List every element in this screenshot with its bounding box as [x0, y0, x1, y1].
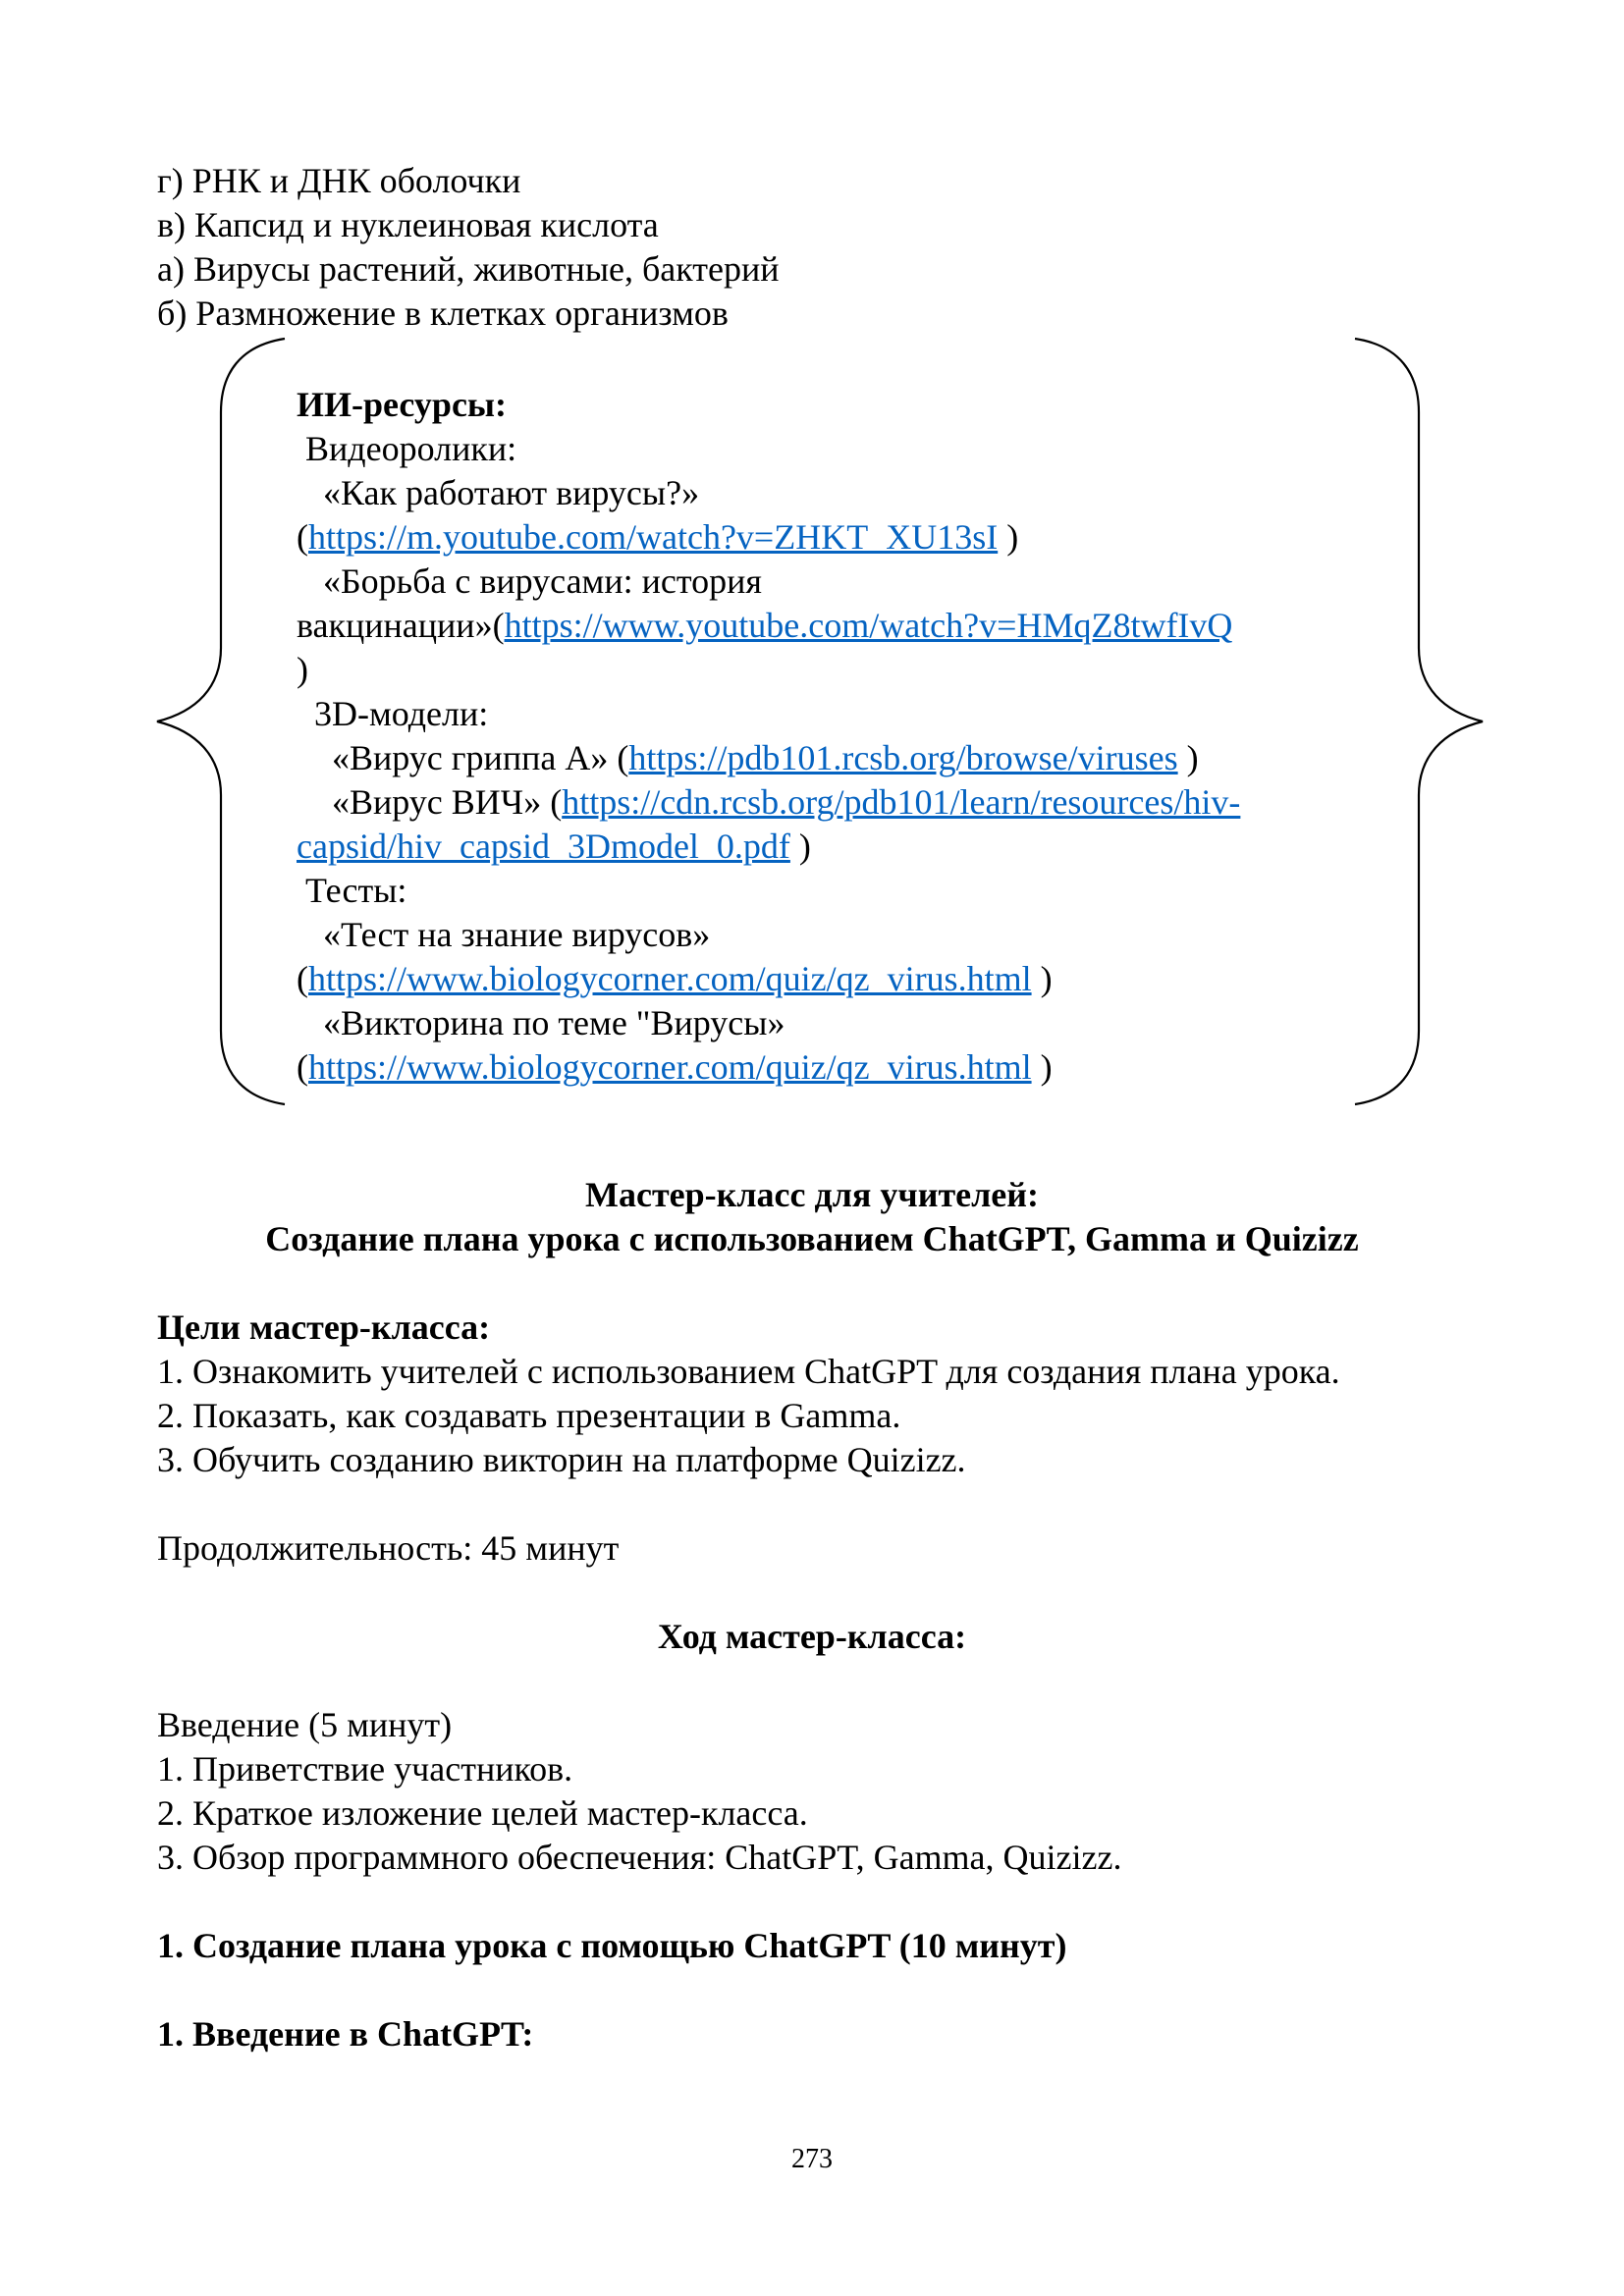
paren-open: (	[297, 1047, 308, 1087]
test1-title: «Тест на знание вирусов»	[297, 915, 711, 954]
paren-close: )	[998, 517, 1019, 557]
test1-link-line	[297, 957, 1053, 1000]
intro-item: 3. Обзор программного обеспечения: ChatGPT, Gamma, Quizizz.	[157, 1838, 1122, 1877]
test2-title: «Викторина по теме "Вирусы»	[297, 1003, 785, 1042]
test2-link[interactable]: https://www.biologycorner.com/quiz/qz_virus.html	[308, 1047, 1032, 1087]
model2-link-part2[interactable]: capsid/hiv_capsid_3Dmodel_0.pdf	[297, 827, 790, 866]
goals-title: Цели мастер-класса:	[157, 1308, 491, 1347]
model2-title: «Вирус ВИЧ» (	[297, 782, 563, 822]
goal-item: 1. Ознакомить учителей с использованием ChatGPT для создания плана урока.	[157, 1352, 1340, 1391]
video2-prefix: вакцинации»(	[297, 606, 505, 645]
goal-item: 3. Обучить созданию викторин на платформе Quizizz.	[157, 1440, 966, 1479]
video2-close: )	[297, 650, 308, 689]
models-label: 3D-модели:	[297, 694, 489, 733]
test1-link[interactable]: https://www.biologycorner.com/quiz/qz_virus.html	[308, 959, 1032, 998]
goal-item: 2. Показать, как создавать презентации в Gamma.	[157, 1396, 901, 1435]
videos-label: Видеоролики:	[297, 429, 517, 468]
model2-line	[297, 780, 1240, 824]
paren-close: )	[789, 827, 811, 866]
right-brace-icon	[1355, 339, 1483, 1104]
answer-line-a: а) Вирусы растений, животные, бактерий	[157, 249, 780, 289]
paren-close: )	[1031, 959, 1053, 998]
paren-open: (	[297, 959, 308, 998]
curly-braces-decoration	[0, 0, 1624, 1119]
page-number: 273	[791, 2144, 833, 2174]
intro-item: 1. Приветствие участников.	[157, 1749, 573, 1789]
left-brace-icon	[157, 339, 285, 1104]
answer-line-b: б) Размножение в клетках организмов	[157, 294, 729, 333]
duration-text: Продолжительность: 45 минут	[157, 1528, 620, 1568]
model2-link-part1[interactable]: https://cdn.rcsb.org/pdb101/learn/resources/hiv-	[562, 782, 1241, 822]
video1-link-line	[297, 515, 1018, 559]
masterclass-subheading: Создание плана урока с использованием ChatGPT, Gamma и Quizizz	[265, 1219, 1359, 1258]
paren-close: )	[1031, 1047, 1053, 1087]
model1-line	[297, 736, 1199, 779]
test2-link-line	[297, 1045, 1053, 1089]
masterclass-heading: Мастер-класс для учителей:	[584, 1175, 1040, 1214]
answer-line-v: в) Капсид и нуклеиновая кислота	[157, 205, 659, 244]
answer-line-g: г) РНК и ДНК оболочки	[157, 161, 521, 200]
paren-close: )	[1177, 738, 1199, 777]
model1-link[interactable]: https://pdb101.rcsb.org/browse/viruses	[628, 738, 1178, 777]
course-title: Ход мастер-класса:	[657, 1617, 967, 1656]
ai-resources-title: ИИ-ресурсы:	[297, 385, 508, 424]
model1-title: «Вирус гриппа А» (	[297, 738, 629, 777]
intro-item: 2. Краткое изложение целей мастер-класса.	[157, 1793, 808, 1833]
section1-subheading: 1. Введение в ChatGPT:	[157, 2014, 534, 2054]
video1-link[interactable]: https://m.youtube.com/watch?v=ZHKT_XU13sI	[308, 517, 999, 557]
paren-open: (	[297, 517, 308, 557]
tests-label: Тесты:	[297, 871, 407, 910]
video1-title: «Как работают вирусы?»	[297, 473, 700, 512]
video2-link[interactable]: https://www.youtube.com/watch?v=HMqZ8twfIvQ	[504, 606, 1233, 645]
intro-title: Введение (5 минут)	[157, 1705, 453, 1744]
video2-link-line	[297, 604, 1232, 647]
video2-title: «Борьба с вирусами: история	[297, 561, 762, 601]
model2-line-cont	[297, 825, 811, 868]
section1-heading: 1. Создание плана урока с помощью ChatGPT (10 минут)	[157, 1926, 1067, 1965]
